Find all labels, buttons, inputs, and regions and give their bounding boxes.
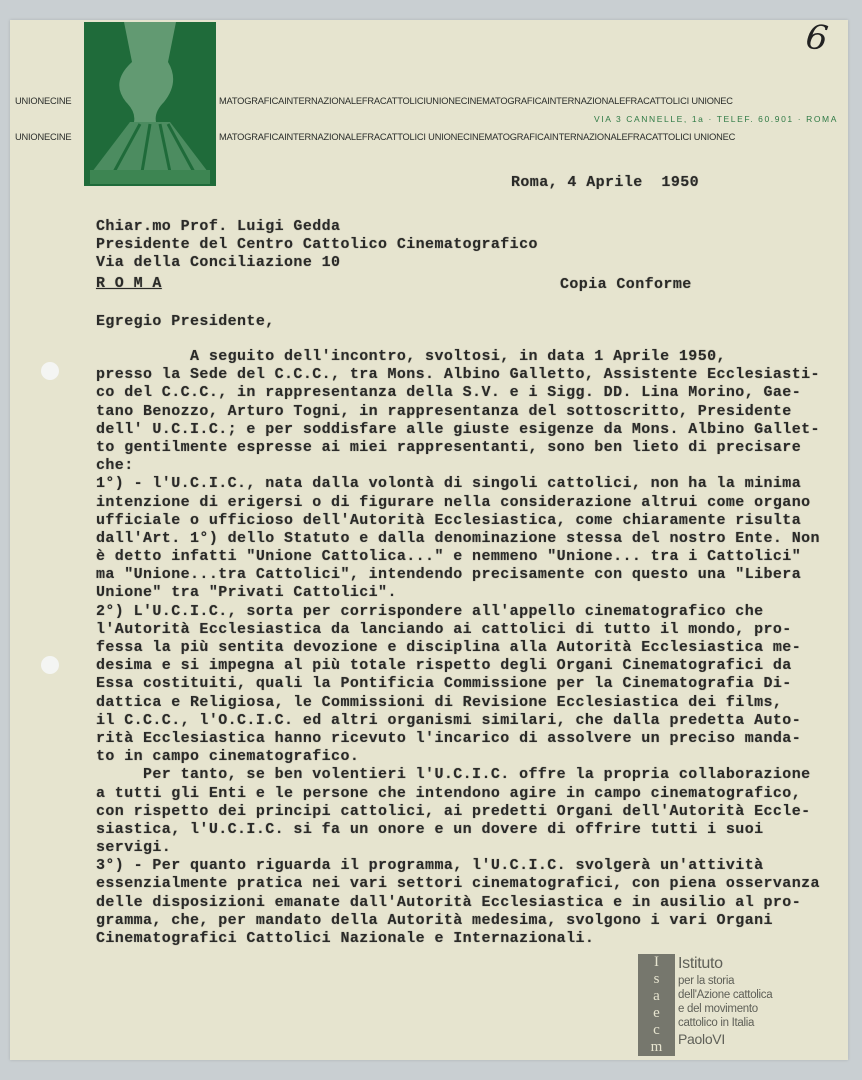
body-line: to in campo cinematografico. xyxy=(96,748,360,766)
body-line: ma "Unione...tra Cattolici", intendendo precisamente con questo una "Libera xyxy=(96,566,802,584)
watermark-letter: m xyxy=(650,1039,663,1055)
watermark-line: e del movimento xyxy=(678,1003,758,1015)
recipient-line: Chiar.mo Prof. Luigi Gedda xyxy=(96,218,341,235)
body-line: dell' U.C.I.C.; e per soddisfare alle giuste esigenze da Mons. Albino Gallet- xyxy=(96,420,820,438)
punch-hole xyxy=(41,656,59,674)
watermark-line: PaoloVI xyxy=(678,1031,725,1047)
body-line: desima e si impegna al più totale rispetto degli Organi Cinematografici da xyxy=(96,657,792,675)
page-number-handwritten: 6 xyxy=(803,16,831,60)
body-line: 1°) - l'U.C.I.C., nata dalla volontà di singoli cattolici, non ha la minima xyxy=(96,475,802,493)
body-line: Unione" tra "Privati Cattolici". xyxy=(96,584,397,602)
watermark-letter: s xyxy=(653,971,660,987)
body-line: presso la Sede del C.C.C., tra Mons. Albino Galletto, Assistente Ecclesiasti- xyxy=(96,366,820,384)
body-line: a tutti gli Enti e le persone che intendono agire in campo cinematografico, xyxy=(96,784,802,802)
body-line: tano Benozzo, Arturo Togni, in rappresentanza del sottoscritto, Presidente xyxy=(96,402,792,420)
letterhead-band-left: UNIONECINE xyxy=(15,132,72,142)
recipient-line: Via della Conciliazione 10 xyxy=(96,254,341,272)
letter-body xyxy=(96,348,820,948)
body-line: siastica, l'U.C.I.C. si fa un onore e un dovere di offrire tutti i suoi xyxy=(96,820,764,838)
watermark-line: dell'Azione cattolica xyxy=(678,989,773,1001)
body-line: intenzione di erigersi o di figurare nella considerazione altrui come organo xyxy=(96,493,811,511)
body-line: gramma, che, per mandato della Autorità medesima, svolgono i vari Organi xyxy=(96,911,773,929)
punch-hole xyxy=(41,362,59,380)
recipient-line: Presidente del Centro Cattolico Cinematografico xyxy=(96,236,538,254)
body-line: con rispetto dei principi cattolici, ai predetti Organi dell'Autorità Eccle- xyxy=(96,802,811,820)
watermark-letter: c xyxy=(653,1022,660,1038)
letterhead-address: VIA 3 CANNELLE, 1a · TELEF. 60.901 · ROMA xyxy=(593,114,838,124)
letterhead-band-right: MATOGRAFICAINTERNAZIONALEFRACATTOLICI UNIONECINEMATOGRAFICAINTERNAZIONALEFRACATTOLICI UNIONEC xyxy=(219,132,736,142)
body-line: 3°) - Per quanto riguarda il programma, l'U.C.I.C. svolgerà un'attività xyxy=(96,857,764,875)
watermark-line: cattolico in Italia xyxy=(678,1017,755,1029)
body-line: A seguito dell'incontro, svoltosi, in data 1 Aprile 1950, xyxy=(96,348,726,365)
copy-label: Copia Conforme xyxy=(560,276,692,293)
body-line: essenzialmente pratica nei vari settori cinematografici, con piena osservanza xyxy=(96,875,820,893)
salutation: Egregio Presidente, xyxy=(96,313,275,330)
watermark-line: per la storia xyxy=(678,975,735,987)
body-line: fessa la più sentita devozione e disciplina alla Autorità Ecclesiastica me- xyxy=(96,639,802,656)
body-line: co del C.C.C., in rappresentanza della S.V. e i Sigg. DD. Lina Morino, Gae- xyxy=(96,384,802,402)
body-line: to gentilmente espresse ai miei rappresentanti, sono ben lieto di precisare xyxy=(96,438,802,456)
letterhead-band-right: MATOGRAFICAINTERNAZIONALEFRACATTOLICIUNIONECINEMATOGRAFICAINTERNAZIONALEFRACATTOLICI UNIONEC xyxy=(219,96,733,106)
body-line: Per tanto, se ben volentieri l'U.C.I.C. offre la propria collaborazione xyxy=(96,766,811,784)
body-line: è detto infatti "Unione Cattolica..." e nemmeno "Unione... tra i Cattolici" xyxy=(96,548,802,566)
watermark-letter: I xyxy=(654,954,659,970)
body-line: il C.C.C., l'O.C.I.C. ed altri organismi similari, che dalla predetta Auto- xyxy=(96,711,802,729)
letterhead-band-left: UNIONECINE xyxy=(15,96,72,106)
body-line: ufficiale o ufficioso dell'Autorità Ecclesiastica, come chiaramente risulta xyxy=(96,511,802,529)
body-line: l'Autorità Ecclesiastica da lanciando ai cattolici di tutto il mondo, pro- xyxy=(96,620,792,638)
watermark-letter: a xyxy=(653,988,660,1004)
letter-date: Roma, 4 Aprile 1950 xyxy=(511,174,700,191)
body-line: che: xyxy=(96,457,134,475)
recipient-city: R O M A xyxy=(96,275,162,292)
recipient-block xyxy=(96,218,538,273)
watermark-line: Istituto xyxy=(678,955,723,972)
isacem-logo-icon xyxy=(638,954,675,1056)
letterhead-logo xyxy=(84,22,216,186)
body-line: Cinematografici Cattolici Nazionale e Internazionali. xyxy=(96,930,595,947)
body-line: 2°) L'U.C.I.C., sorta per corrispondere all'appello cinematografico che xyxy=(96,602,764,620)
body-line: dattica e Religiosa, le Commissioni di Revisione Ecclesiastica dei films, xyxy=(96,693,783,711)
body-line: delle disposizioni emanate dall'Autorità Ecclesiastica e in ausilio al pro- xyxy=(96,893,802,911)
body-line: servigi. xyxy=(96,839,172,857)
body-line: dall'Art. 1°) dello Statuto e dalla denominazione stessa del nostro Ente. Non xyxy=(96,529,820,547)
body-line: Essa costituiti, quali la Pontificia Commissione per la Cinematografia Di- xyxy=(96,675,792,693)
body-line: rità Ecclesiastica hanno ricevuto l'incarico di assolvere un preciso manda- xyxy=(96,729,802,747)
watermark-letter: e xyxy=(653,1005,660,1021)
